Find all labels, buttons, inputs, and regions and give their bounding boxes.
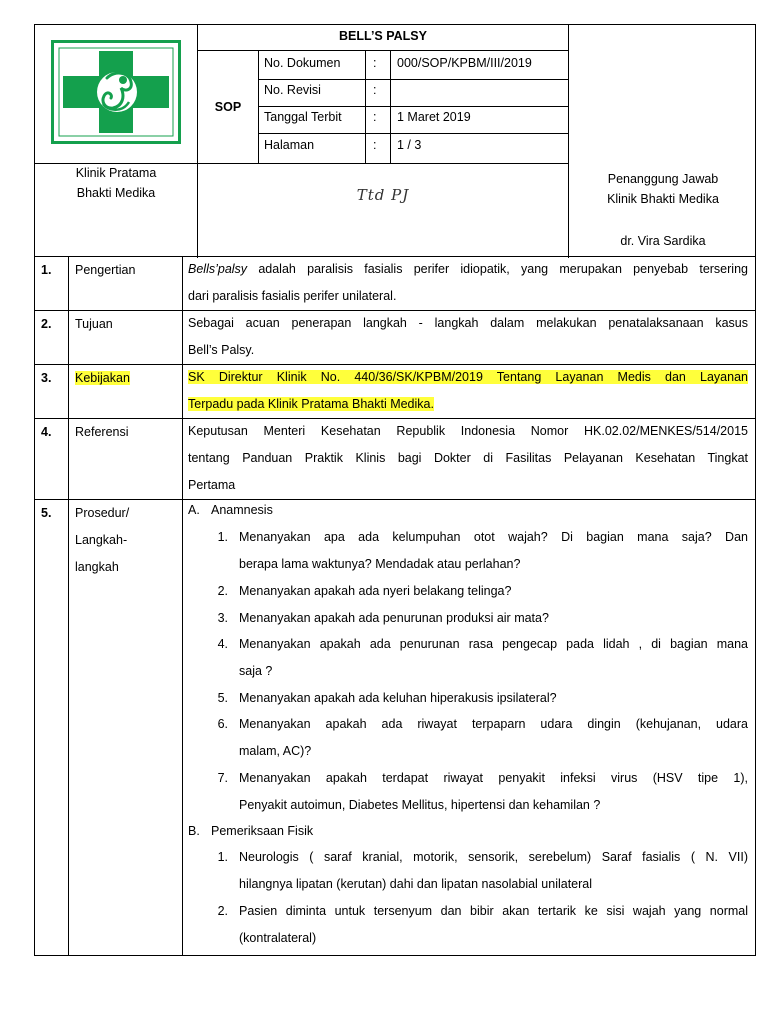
content-line: tentang Panduan Praktik Klinis bagi Dokter di Fasilitas Pelayanan Kesehatan Tingkat — [188, 451, 748, 465]
meta-value: 1 / 3 — [397, 138, 422, 152]
clinic-logo — [51, 40, 181, 144]
content-line: Pertama — [188, 478, 236, 492]
row-content — [188, 418, 748, 499]
row-label — [75, 500, 180, 581]
responsible-title: Penanggung Jawab — [607, 172, 719, 186]
step-number: 3. — [217, 611, 228, 625]
meta-key: Halaman — [264, 138, 315, 152]
row-label — [75, 365, 180, 392]
meta-row-page — [259, 134, 569, 161]
step-number: 1. — [217, 530, 228, 544]
row-content — [188, 310, 748, 364]
meta-colon: : — [373, 83, 377, 97]
content-line: Sebagai acuan penerapan langkah - langkah dalam melakukan penatalaksanaan kasus — [188, 316, 748, 330]
step-number: 1. — [217, 850, 228, 864]
row-number: 3. — [41, 371, 52, 385]
step-line: Menanyakan apakah ada riwayat terpaparn udara dingin (kehujanan, udara — [239, 717, 748, 731]
step-line: Neurologis ( saraf kranial, motorik, sensorik, serebelum) Saraf fasialis ( N. VII) — [239, 850, 748, 864]
meta-colon: : — [373, 138, 377, 152]
step-number: 7. — [217, 771, 228, 785]
meta-value: 1 Maret 2019 — [397, 110, 471, 124]
section-letter: B. — [188, 824, 200, 838]
italic-term: Bells’palsy — [188, 262, 248, 276]
section-title: Anamnesis — [211, 503, 273, 517]
responsible-clinic: Klinik Bhakti Medika — [607, 192, 719, 206]
step-number: 6. — [217, 717, 228, 731]
meta-colon: : — [373, 56, 377, 70]
step-line: saja ? — [239, 664, 273, 678]
section-letter: A. — [188, 503, 200, 517]
row-number: 2. — [41, 317, 52, 331]
row-content — [188, 364, 748, 418]
clinic-name-line1: Klinik Pratama — [75, 166, 157, 180]
clinic-name — [35, 163, 197, 203]
row-label-line: Langkah- — [75, 533, 128, 547]
step-number: 4. — [217, 637, 228, 651]
step-line: Menanyakan apakah ada penurunan rasa pengecap pada lidah , di bagian mana — [239, 637, 748, 651]
row-label-line: Prosedur/ — [75, 506, 130, 520]
row-label-line: langkah — [75, 560, 119, 574]
step-line: berapa lama waktunya? Mendadak atau perlahan? — [239, 557, 521, 571]
highlighted-line: Terpadu pada Klinik Pratama Bhakti Medika. — [188, 397, 434, 411]
step-line: Menanyakan apakah ada keluhan hiperakusis ipsilateral? — [239, 691, 557, 705]
step-line: Penyakit autoimun, Diabetes Mellitus, hipertensi dan kehamilan ? — [239, 798, 601, 812]
content-line: Keputusan Menteri Kesehatan Republik Indonesia Nomor HK.02.02/MENKES/514/2015 — [188, 424, 748, 438]
step-line: Menanyakan apakah ada penurunan produksi air mata? — [239, 611, 549, 625]
meta-key: No. Dokumen — [264, 56, 341, 70]
row-number: 4. — [41, 425, 52, 439]
step-line: malam, AC)? — [239, 744, 312, 758]
meta-row-issue-date — [259, 106, 569, 133]
step-line: hilangnya lipatan (kerutan) dahi dan lipatan nasolabial unilateral — [239, 877, 593, 891]
highlighted-label: Kebijakan — [75, 371, 130, 385]
meta-key: No. Revisi — [264, 83, 321, 97]
clinic-name-line2: Bhakti Medika — [76, 186, 156, 200]
responsible-name: dr. Vira Sardika — [620, 234, 706, 248]
meta-colon: : — [373, 110, 377, 124]
signature: Ttd PJ — [356, 186, 410, 204]
meta-row-document-number — [259, 52, 569, 79]
content-line: dari paralisis fasialis perifer unilateral. — [188, 289, 397, 303]
row-label: Referensi — [75, 425, 129, 439]
step-line: (kontralateral) — [239, 931, 317, 945]
row-number: 1. — [41, 263, 52, 277]
row-content — [188, 256, 748, 310]
step-line: Menanyakan apakah ada nyeri belakang telinga? — [239, 584, 512, 598]
document-header-table — [34, 24, 756, 257]
sop-label: SOP — [214, 100, 242, 114]
step-number: 2. — [217, 904, 228, 918]
document-title: BELL’S PALSY — [339, 29, 427, 43]
step-line: Menanyakan apa ada kelumpuhan otot wajah? Di bagian mana saja? Dan — [239, 530, 748, 544]
step-number: 2. — [217, 584, 228, 598]
content-line: adalah paralisis fasialis perifer idiopatik, yang merupakan penyebab tersering — [258, 262, 748, 276]
step-number: 5. — [217, 691, 228, 705]
step-line: Pasien diminta untuk tersenyum dan bibir akan tertarik ke sisi wajah yang normal — [239, 904, 748, 918]
row-label: Pengertian — [75, 263, 136, 277]
meta-row-revision — [259, 79, 569, 106]
meta-value: 000/SOP/KPBM/III/2019 — [397, 56, 532, 70]
step-line: Menanyakan apakah terdapat riwayat penyakit infeksi virus (HSV tipe 1), — [239, 771, 748, 785]
highlighted-line: SK Direktur Klinik No. 440/36/SK/KPBM/2019 Tentang Layanan Medis dan Layanan — [188, 370, 748, 384]
content-line: Bell’s Palsy. — [188, 343, 255, 357]
sop-content-table — [34, 257, 756, 956]
meta-key: Tanggal Terbit — [264, 110, 342, 124]
section-title: Pemeriksaan Fisik — [211, 824, 314, 838]
row-number: 5. — [41, 506, 52, 520]
row-label: Tujuan — [75, 317, 113, 331]
